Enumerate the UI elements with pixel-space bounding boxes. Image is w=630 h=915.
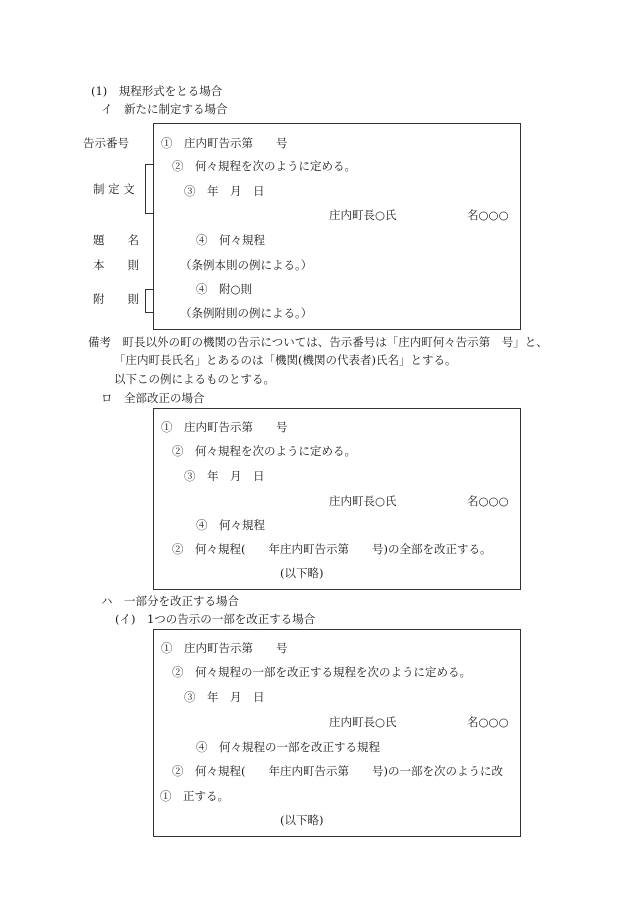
section-heading: (1) 規程形式をとる場合: [91, 84, 223, 98]
label-seiteibun: 制 定 文: [93, 182, 135, 196]
box3-signer-name: 名○○○: [467, 715, 509, 729]
box2-line5: ② 何々規程( 年庄内町告示第 号)の全部を改正する。: [172, 542, 492, 556]
box1-fusoku-title: ④ 附○則: [196, 282, 253, 296]
example-box-new: [153, 123, 521, 330]
biko-line2: 「庄内町長氏名」とあるのは「機関(機関の代表者)氏名」とする。: [114, 353, 457, 367]
box3-line1: ① 庄内町告示第 号: [161, 641, 288, 655]
box2-signer-name: 名○○○: [467, 494, 509, 508]
sub-subsection-heading: (イ) 1つの告示の一部を改正する場合: [115, 612, 316, 626]
box3-title: ④ 何々規程の一部を改正する規程: [196, 740, 380, 754]
box1-title: ④ 何々規程: [196, 233, 265, 247]
label-fusoku: 附 則: [93, 292, 139, 306]
biko-line3: 以下この例によるものとする。: [114, 372, 275, 386]
box1-line1: ① 庄内町告示第 号: [161, 136, 288, 150]
label-kokuji-bango: 告示番号: [83, 136, 129, 150]
box1-fusoku-note: （条例附則の例による。）: [180, 306, 313, 320]
subsection-heading-ha: ハ 一部分を改正する場合: [101, 594, 239, 608]
box1-signer: 庄内町長○氏: [329, 208, 397, 222]
box3-date: ③ 年 月 日: [184, 690, 265, 704]
subsection-heading-ro: ロ 全部改正の場合: [101, 391, 205, 405]
biko-line1: 備考 町長以外の町の機関の告示については、告示番号は「庄内町何々告示第 号」と、: [88, 335, 548, 349]
box1-honsoku-note: （条例本則の例による。）: [180, 258, 313, 272]
box3-signer: 庄内町長○氏: [329, 715, 397, 729]
box2-date: ③ 年 月 日: [184, 469, 265, 483]
box3-line2: ② 何々規程の一部を改正する規程を次のように定める。: [172, 665, 471, 679]
box2-line2: ② 何々規程を次のように定める。: [172, 444, 356, 458]
box1-date: ③ 年 月 日: [184, 184, 265, 198]
label-dai: 題 名: [93, 233, 139, 247]
box1-line2: ② 何々規程を次のように定める。: [172, 159, 356, 173]
box2-title: ④ 何々規程: [196, 518, 265, 532]
box1-signer-name: 名○○○: [467, 208, 509, 222]
subsection-heading-i: イ 新たに制定する場合: [101, 102, 228, 116]
box3-line5: ② 何々規程( 年庄内町告示第 号)の一部を次のように改: [172, 764, 503, 778]
box2-omit: (以下略): [280, 566, 324, 580]
label-honsoku: 本 則: [93, 258, 139, 272]
box3-line6: ① 正する。: [160, 789, 229, 803]
box3-omit: (以下略): [280, 813, 324, 827]
box2-signer: 庄内町長○氏: [329, 494, 397, 508]
example-box-partial-revision: [153, 629, 521, 837]
box2-line1: ① 庄内町告示第 号: [161, 420, 288, 434]
